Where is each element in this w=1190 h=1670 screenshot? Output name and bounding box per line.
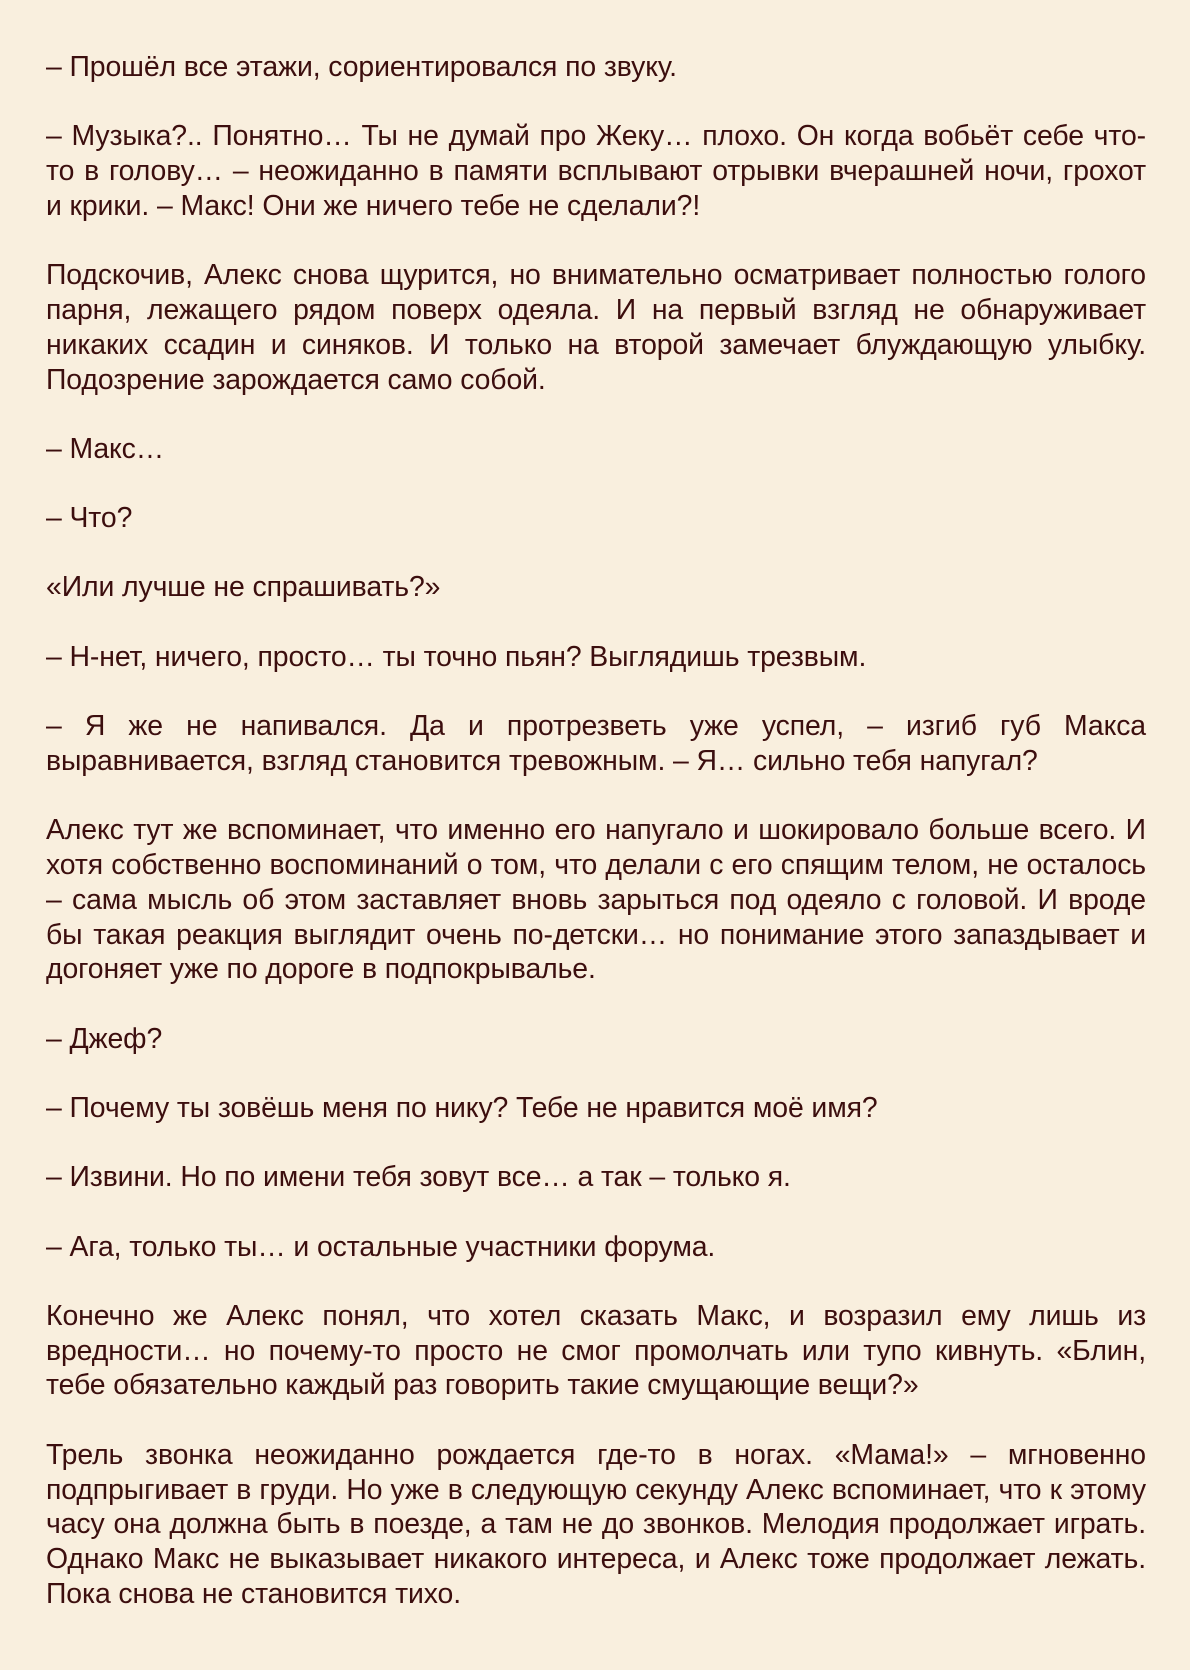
paragraph: – Н-нет, ничего, просто… ты точно пьян? Выглядишь трезвым. <box>46 640 867 673</box>
paragraph: – Макс… <box>46 432 165 465</box>
paragraph: – Извини. Но по имени тебя зовут все… а так – только я. <box>46 1161 791 1194</box>
paragraph: Алекс тут же вспоминает, что именно его напугало и шокировало больше всего. И хотя собственно воспоминаний о том, что делали с его спящим телом, не осталось – сама мысль об этом заставляет вновь зарыться под одеяло с головой. И вроде бы такая реакция выглядит очень по-детски… но понимание этого запаздывает и догоняет уже по дороге в подпокрывалье. <box>46 814 1146 986</box>
paragraph: – Прошёл все этажи, сориентировался по звуку. <box>46 51 677 83</box>
document-page <box>46 50 1146 1612</box>
paragraph: – Почему ты зовёшь меня по нику? Тебе не нравится моё имя? <box>46 1091 878 1124</box>
paragraph: «Или лучше не спрашивать?» <box>46 571 441 604</box>
paragraph: – Что? <box>46 502 133 535</box>
paragraph: Конечно же Алекс понял, что хотел сказать Макс, и возразил ему лишь из вредности… но почему-то просто не смог промолчать или тупо кивнуть. «Блин, тебе обязательно каждый раз говорить такие смущающие вещи?» <box>46 1299 1146 1402</box>
paragraph: – Музыка?.. Понятно… Ты не думай про Жеку… плохо. Он когда вобьёт себе что-то в голову… – неожиданно в памяти всплывают отрывки вчерашней ночи, грохот и крики. – Макс! Они же ничего тебе не сделали?! <box>46 120 1146 222</box>
paragraph: Подскочив, Алекс снова щурится, но внимательно осматривает полностью голого парня, лежащего рядом поверх одеяла. И на первый взгляд не обнаруживает никаких ссадин и синяков. И только на второй замечает блуждающую улыбку. Подозрение зарождается само собой. <box>46 259 1146 396</box>
paragraph: – Я же не напивался. Да и протрезветь уже успел, – изгиб губ Макса выравнивается, взгляд становится тревожным. – Я… сильно тебя напугал? <box>46 710 1146 777</box>
paragraph: – Джеф? <box>46 1022 163 1055</box>
paragraph: Трель звонка неожиданно рождается где-то в ногах. «Мама!» – мгновенно подпрыгивает в груди. Но уже в следующую секунду Алекс вспоминает, что к этому часу она должна быть в поезде, а там не до звонков. Мелодия продолжает играть. Однако Макс не выказывает никакого интереса, и Алекс тоже продолжает лежать. Пока снова не становится тихо. <box>46 1438 1146 1610</box>
paragraph: – Ага, только ты… и остальные участники форума. <box>46 1230 716 1263</box>
